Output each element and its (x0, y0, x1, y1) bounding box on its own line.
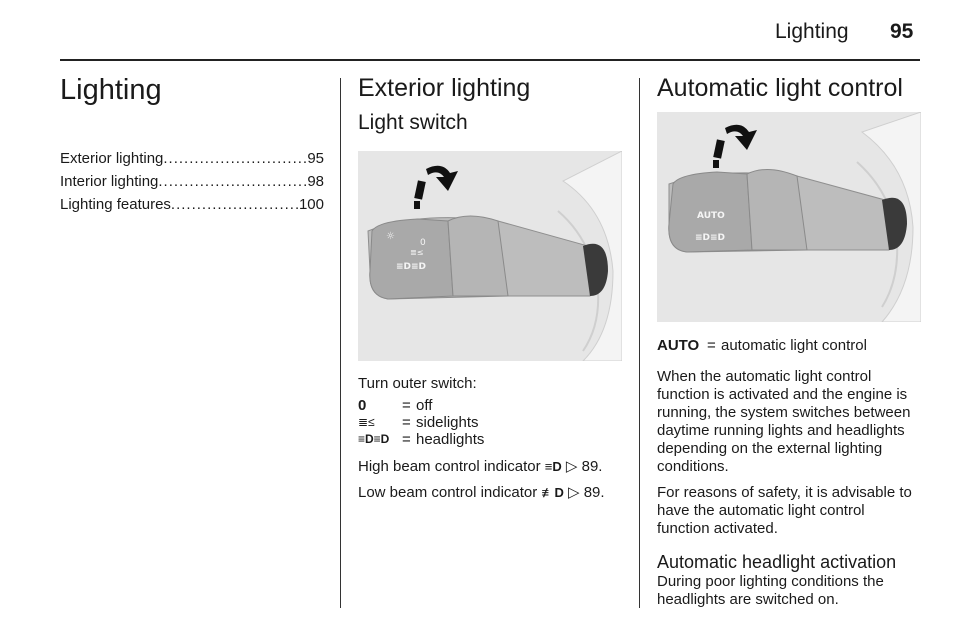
light-switch-illustration (358, 151, 622, 361)
label-off-figure: 0 (420, 238, 426, 248)
auto-label-figure: AUTO (697, 211, 725, 221)
automatic-light-description (657, 337, 921, 609)
auto-definition-row (657, 337, 921, 354)
running-header-title: Lighting (775, 20, 849, 43)
high-beam-reference (358, 458, 622, 476)
turn-outer-switch-label: Turn outer switch: (358, 375, 477, 392)
high-beam-text: High beam control indicator (358, 458, 541, 475)
definition-text: headlights (416, 431, 485, 448)
page-reference-link[interactable]: ▷ 89. (568, 484, 605, 501)
high-beam-icon: ≡D (544, 459, 562, 474)
automatic-light-figure (657, 112, 921, 322)
toc-entry[interactable] (60, 147, 324, 170)
off-symbol: 0 (358, 397, 367, 414)
page-reference-link[interactable]: ▷ 89. (565, 458, 603, 475)
toc-entry[interactable] (60, 170, 324, 193)
automatic-paragraph-2: For reasons of safety, it is advisable to have the automatic light control function activated. (657, 484, 912, 537)
light-switch-description (358, 375, 622, 502)
equals-sign: = (402, 397, 411, 414)
page-number: 95 (890, 20, 914, 43)
toc-leader (171, 193, 299, 216)
label-headlights-figure: ≡D≡D (396, 262, 427, 272)
subheading-headlight-activation: Automatic headlight activation (657, 552, 897, 572)
sidelights-icon: ≣≤ (358, 415, 375, 429)
automatic-switch-illustration (657, 112, 921, 322)
definition-row (358, 414, 622, 431)
equals-sign: = (707, 337, 716, 354)
definition-text: off (416, 397, 433, 414)
exterior-lighting-column (358, 74, 622, 135)
low-beam-reference (358, 484, 622, 502)
automatic-paragraph-3: During poor lighting conditions the headlights are switched on. (657, 573, 884, 608)
definition-row (358, 397, 622, 414)
switch-position-definitions (358, 397, 622, 448)
section-title-exterior: Exterior lighting (358, 74, 531, 102)
equals-sign: = (402, 414, 411, 431)
definition-text: automatic light control (721, 337, 867, 354)
column-divider-1 (340, 78, 341, 608)
toc-entry-label: Interior lighting (60, 173, 159, 190)
toc-entry-label: Lighting features (60, 196, 171, 213)
column-divider-2 (639, 78, 640, 608)
toc-entry[interactable] (60, 193, 324, 216)
label-sidelights-figure: ≣≤ (410, 248, 424, 257)
header-rule (60, 59, 920, 61)
toc-entry-page: 95 (307, 150, 324, 167)
toc-leader (158, 170, 307, 193)
low-beam-text: Low beam control indicator (358, 484, 538, 501)
toc-entry-label: Exterior lighting (60, 150, 164, 167)
toc-entry-page: 100 (298, 196, 324, 213)
label-headlights-figure: ≡D≡D (695, 233, 726, 243)
automatic-light-column (657, 74, 921, 103)
chapter-title: Lighting (60, 74, 162, 106)
auto-symbol: AUTO (657, 337, 700, 354)
section-title-automatic: Automatic light control (657, 74, 903, 102)
light-switch-figure (358, 151, 622, 361)
table-of-contents (60, 147, 324, 216)
equals-sign: = (402, 431, 411, 448)
low-beam-icon: ≢D (541, 485, 564, 500)
headlights-icon: ≡D≡D (358, 432, 390, 446)
subsection-title-light-switch: Light switch (358, 111, 468, 134)
label-symbol-figure: ☼ (386, 231, 395, 242)
toc-entry-page: 98 (307, 173, 324, 190)
automatic-paragraph-1: When the automatic light control function is activated and the engine is running, the system switches between daytime running lights and headlights depending on the external lighting conditions. (657, 368, 911, 475)
definition-text: sidelights (416, 414, 479, 431)
toc-leader (163, 147, 307, 170)
definition-row (358, 431, 622, 448)
chapter-column (60, 74, 324, 216)
